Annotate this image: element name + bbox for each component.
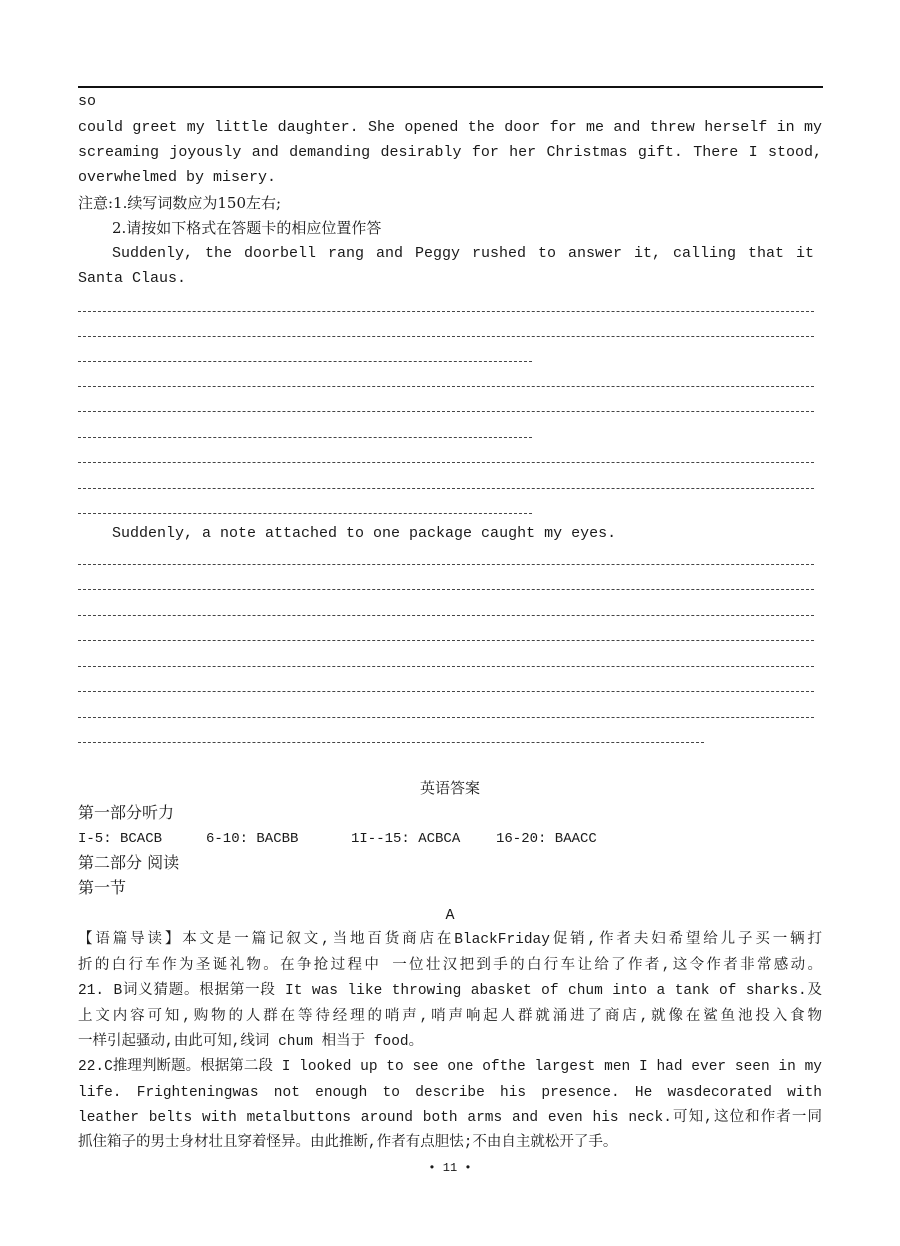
header-rule	[78, 86, 823, 88]
answer-line[interactable]	[78, 488, 814, 489]
answer-line[interactable]	[78, 411, 814, 412]
answer-line[interactable]	[78, 691, 814, 692]
answer-line[interactable]	[78, 361, 532, 362]
note-line: 2.请按如下格式在答题卡的相应位置作答	[112, 219, 382, 237]
part1-heading: 第一部分听力	[78, 803, 175, 822]
answer-line[interactable]	[78, 615, 814, 616]
listening-group: I-5: BCACB	[78, 831, 163, 847]
note-line: 注意:1.续写词数应为150左右;	[78, 194, 282, 212]
answer-line-text: 22.C推理判断题。根据第二段 I looked up to see one ofthe largest men I had ever seen in my	[78, 1059, 822, 1075]
listening-group: 6-10: BACBB	[206, 831, 299, 847]
answer-line[interactable]	[78, 336, 814, 337]
answer-line-text: 一样引起骚动,由此可知,线词 chum 相当于 food。	[78, 1034, 424, 1050]
section1-heading: 第一节	[78, 878, 127, 897]
listening-group: 16-20: BAACC	[496, 831, 597, 847]
text-line: screaming joyously and demanding desirably for her Christmas gift. There I stood,	[78, 144, 822, 161]
para1-start: Santa Claus.	[78, 270, 187, 287]
answer-line[interactable]	[78, 564, 814, 565]
answer-line-text: 【语篇导读】本文是一篇记叙文,当地百货商店在BlackFriday促销,作者夫妇希望给儿子买一辆打	[78, 932, 822, 948]
answers-title: 英语答案	[419, 779, 480, 797]
answer-line-text: life. Frighteningwas not enough to describe his presence. He wasdecorated with	[78, 1085, 822, 1101]
text-line: could greet my little daughter. She opened the door for me and threw herself in my	[78, 119, 822, 136]
answer-line[interactable]	[78, 513, 532, 514]
answer-line[interactable]	[78, 589, 814, 590]
answer-line-text: 上文内容可知,购物的人群在等待经理的哨声,哨声响起人群就涌进了商店,就像在鲨鱼池投入食物	[78, 1009, 822, 1025]
answer-line[interactable]	[78, 311, 814, 312]
page-number: • 11 •	[428, 1161, 472, 1175]
answer-line[interactable]	[78, 640, 814, 641]
answer-line[interactable]	[78, 437, 532, 438]
answer-line[interactable]	[78, 386, 814, 387]
answer-line-text: 折的白行车作为圣诞礼物。在争抢过程中 一位壮汉把到手的白行车让给了作者,这令作者非常感动。	[78, 958, 822, 974]
answer-line[interactable]	[78, 742, 704, 743]
answer-line[interactable]	[78, 717, 814, 718]
text-line: so	[78, 93, 97, 110]
answer-line[interactable]	[78, 666, 814, 667]
listening-group: 1I--15: ACBCA	[351, 831, 461, 847]
answer-line-text: 抓住箱子的男士身材壮且穿着怪异。由此推断,作者有点胆怯;不由自主就松开了手。	[78, 1135, 618, 1151]
answer-line-text: 21. B词义猜题。根据第一段 It was like throwing abasket of chum into a tank of sharks.及	[78, 983, 822, 999]
passage-label: A	[445, 907, 455, 924]
para1-start: Suddenly, the doorbell rang and Peggy rushed to answer it, calling that it	[112, 245, 814, 262]
part2-heading: 第二部分 阅读	[78, 853, 180, 872]
para2-start: Suddenly, a note attached to one package caught my eyes.	[112, 525, 617, 542]
answer-line-text: leather belts with metalbuttons around both arms and even his neck.可知,这位和作者一同	[78, 1110, 822, 1126]
answer-line[interactable]	[78, 462, 814, 463]
text-line: overwhelmed by misery.	[78, 169, 277, 186]
